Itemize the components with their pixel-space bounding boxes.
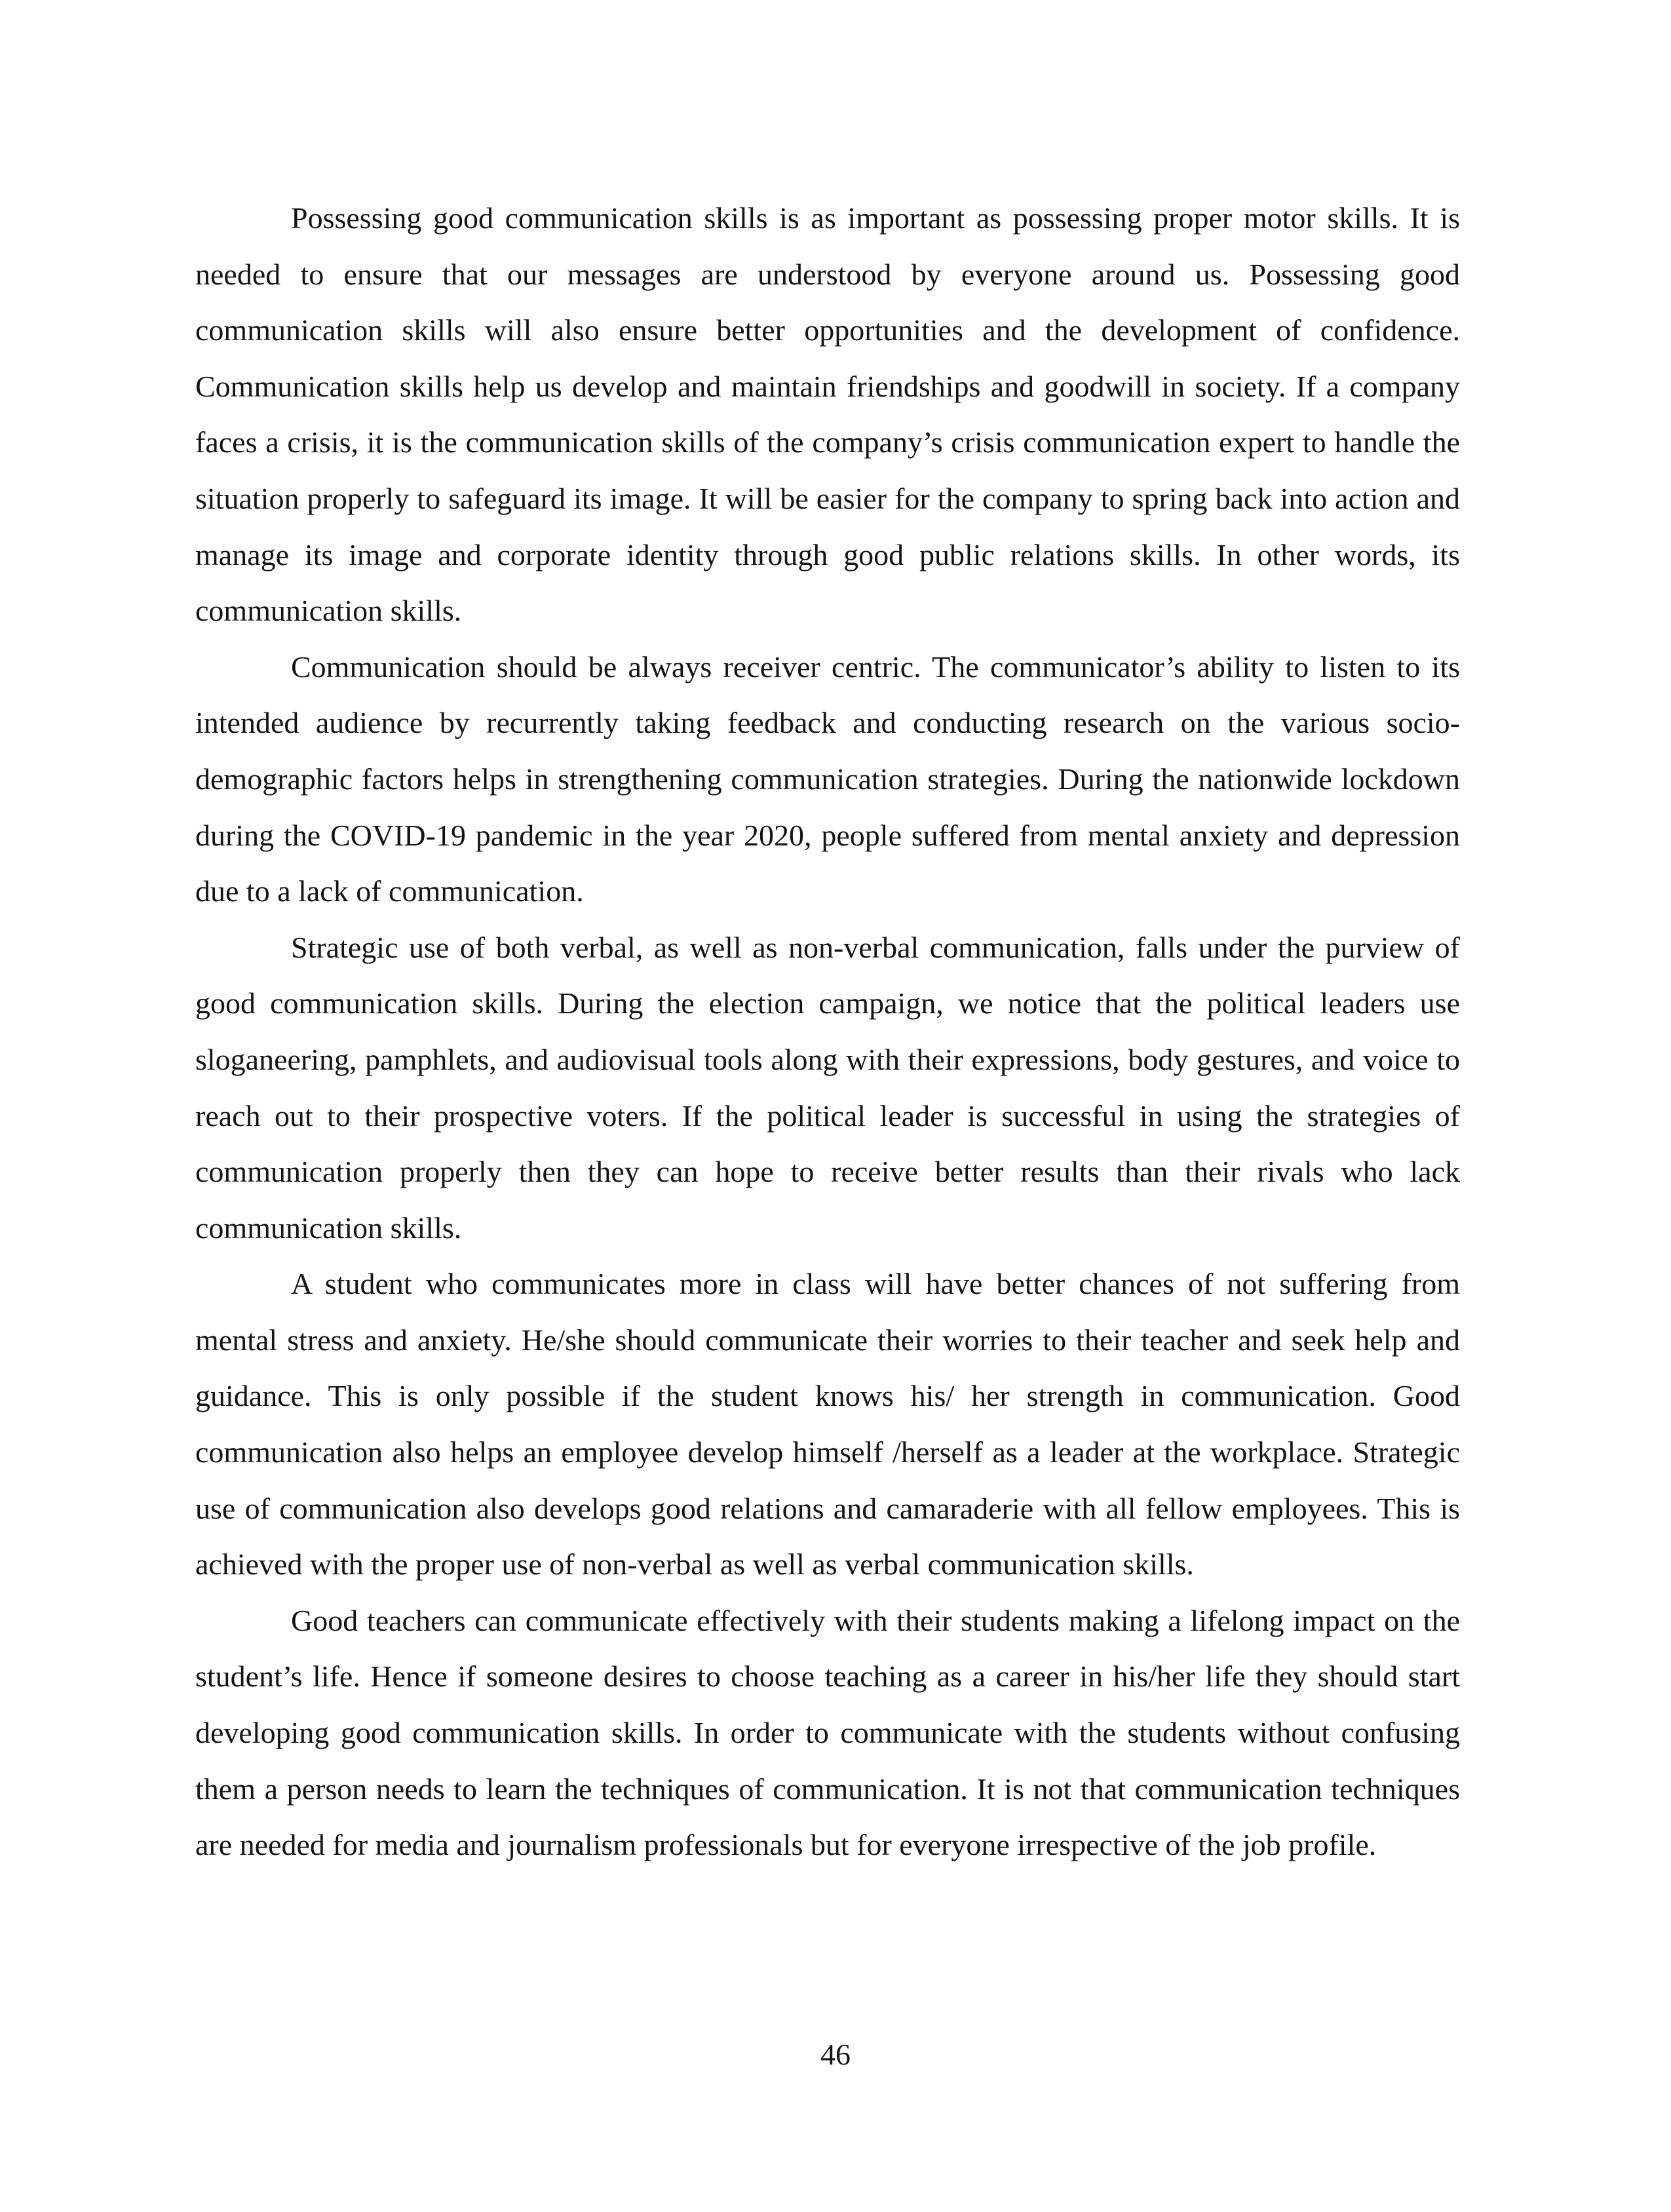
- paragraph-3: Strategic use of both verbal, as well as non-verbal communication, falls under the purview of good communication skills. During the election campaign, we notice that the political leaders use sloganeering, pamphlets, and audiovisual tools along with their expressions, body gestures, and voice to reach out to their prospective voters. If the political leader is successful in using the strategies of communication properly then they can hope to receive better results than their rivals who lack communication skills.: [195, 930, 1460, 1245]
- paragraph-5: Good teachers can communicate effectively with their students making a lifelong impact on the student’s life. Hence if someone desires to choose teaching as a career in his/her life they should start developing good communication skills. In order to communicate with the students without confusing them a person needs to learn the techniques of communication. It is not that communication techniques are needed for media and journalism professionals but for everyone irrespective of the job profile.: [195, 1603, 1460, 1862]
- paragraph-4: A student who communicates more in class will have better chances of not suffering from mental stress and anxiety. He/she should communicate their worries to their teacher and seek help and guidance. This is only possible if the student knows his/ her strength in communication. Good communication also helps an employee develop himself /herself as a leader at the workplace. Strategic use of communication also develops good relations and camaraderie with all fellow employees. This is achieved with the proper use of non-verbal as well as verbal communication skills.: [195, 1267, 1460, 1581]
- paragraph-2: Communication should be always receiver centric. The communicator’s ability to listen to its intended audience by recurrently taking feedback and conducting research on the various socio-demographic factors helps in strengthening communication strategies. During the nationwide lockdown during the COVID-19 pandemic in the year 2020, people suffered from mental anxiety and depression due to a lack of communication.: [195, 650, 1460, 908]
- page-number: 46: [820, 2038, 851, 2071]
- paragraph-1: Possessing good communication skills is as important as possessing proper motor skills. It is needed to ensure that our messages are understood by everyone around us. Possessing good communication skills will also ensure better opportunities and the development of confidence. Communication skills help us develop and maintain friendships and goodwill in society. If a company faces a crisis, it is the communication skills of the company’s crisis communication expert to handle the situation properly to safeguard its image. It will be easier for the company to spring back into action and manage its image and corporate identity through good public relations skills. In other words, its communication skills.: [195, 201, 1460, 628]
- body-text: [195, 190, 1460, 1873]
